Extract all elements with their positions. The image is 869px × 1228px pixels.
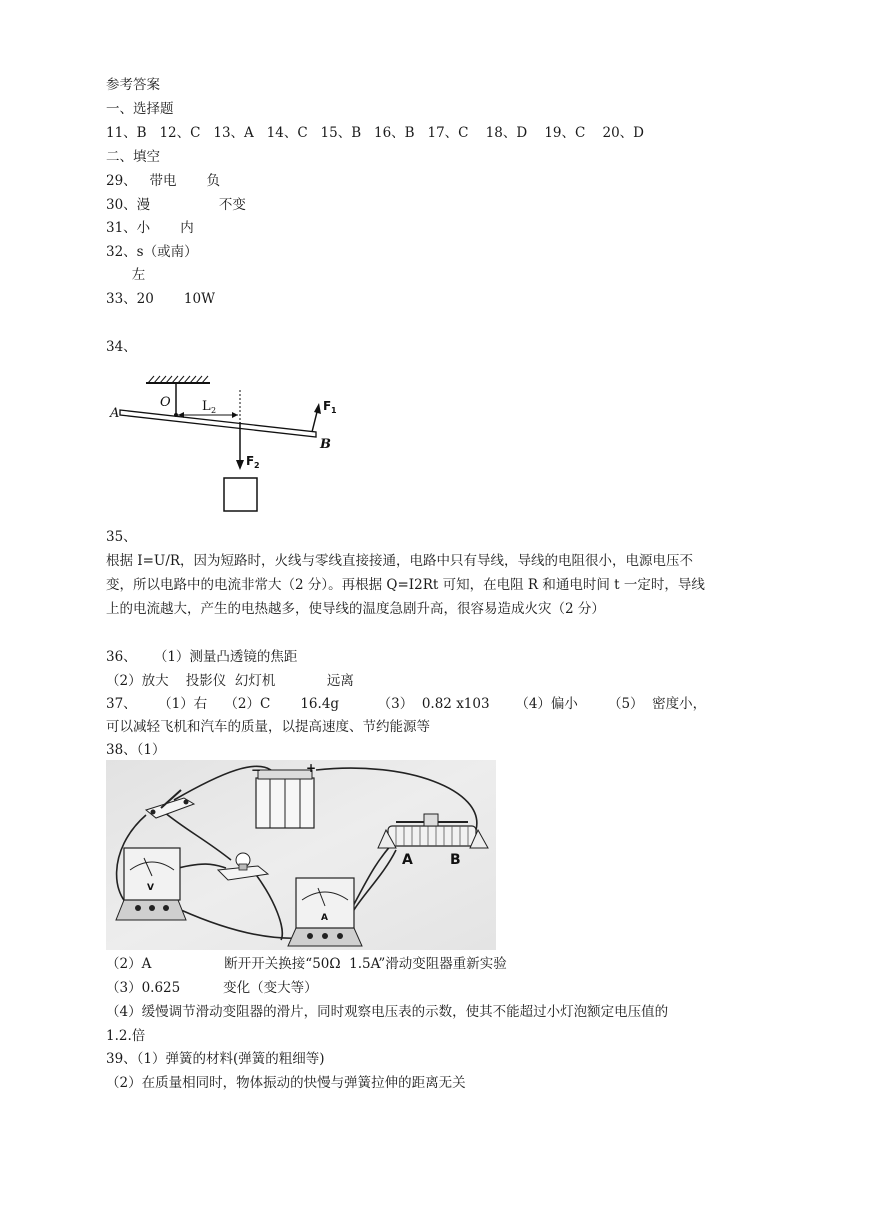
label-f2: F xyxy=(246,454,255,468)
answer-30: 30、漫 不变 xyxy=(106,197,246,213)
label-rheostat-b: B xyxy=(450,852,461,868)
ammeter xyxy=(288,878,362,946)
f1-arrowhead xyxy=(314,403,321,414)
ceiling-hatch xyxy=(148,376,208,383)
answer-38-4-line2: 1.2.倍 xyxy=(106,1028,146,1044)
answer-35-label: 35、 xyxy=(106,529,137,545)
pivot-point xyxy=(174,413,178,417)
label-f2-sub: 2 xyxy=(254,461,260,470)
lever-bar xyxy=(120,410,316,437)
circuit-diagram xyxy=(106,760,496,950)
weight-box xyxy=(224,478,257,511)
answer-39-2: （2）在质量相同时，物体振动的快慢与弹簧拉伸的距离无关 xyxy=(106,1075,466,1091)
label-plus: + xyxy=(306,761,317,775)
answer-31: 31、小 内 xyxy=(106,220,194,236)
answer-38-2: （2）A 断开开关换接“50Ω 1.5A”滑动变阻器重新实验 xyxy=(106,956,507,972)
answer-32-line2: 左 xyxy=(106,267,146,283)
answer-35-line3: 上的电流越大，产生的电热越多，使导线的温度急剧升高，很容易造成火灾（2 分） xyxy=(106,601,605,617)
answer-38-label: 38、（1） xyxy=(106,742,166,758)
answer-33: 33、20 10W xyxy=(106,291,215,307)
choice-answers: 11、B 12、C 13、A 14、C 15、B 16、B 17、C 18、D 19、C 20、D xyxy=(106,125,644,141)
label-rheostat-a: A xyxy=(402,852,413,868)
heading-answers: 参考答案 xyxy=(106,77,160,93)
label-f1: F xyxy=(323,399,332,413)
label-a-meter: A xyxy=(321,913,328,923)
voltmeter xyxy=(116,848,186,920)
answer-35-line1: 根据 I=U/R，因为短路时，火线与零线直接接通，电路中只有导线，导线的电阻很小，电源电压不 xyxy=(106,553,694,569)
answer-32: 32、s（或南） xyxy=(106,244,198,260)
answer-38-3: （3）0.625 变化（变大等） xyxy=(106,980,318,996)
answer-34-label: 34、 xyxy=(106,339,137,355)
label-l2-sub: 2 xyxy=(211,406,217,415)
section-choice-title: 一、选择题 xyxy=(106,101,174,117)
answer-39-1: 39、（1）弹簧的材料(弹簧的粗细等) xyxy=(106,1051,325,1067)
answer-38-4-line1: （4）缓慢调节滑动变阻器的滑片，同时观察电压表的示数，使其不能超过小灯泡额定电压值的 xyxy=(106,1004,669,1020)
label-minus: − xyxy=(251,763,262,777)
answer-35-line2: 变，所以电路中的电流非常大（2 分）。再根据 Q=I2Rt 可知，在电阻 R 和通电时间 t 一定时，导线 xyxy=(106,577,705,593)
f2-arrowhead xyxy=(236,460,244,470)
label-v: V xyxy=(147,883,154,893)
label-a: A xyxy=(110,406,120,421)
label-b: B xyxy=(320,437,331,452)
section-fill-title: 二、填空 xyxy=(106,149,160,165)
answer-36-line1: 36、 （1）测量凸透镜的焦距 xyxy=(106,649,298,665)
answer-36-line2: （2）放大 投影仪 幻灯机 远离 xyxy=(106,673,354,689)
answer-29: 29、 带电 负 xyxy=(106,173,221,189)
answer-37-line2: 可以减轻飞机和汽车的质量，以提高速度、节约能源等 xyxy=(106,719,430,735)
battery-pack xyxy=(251,761,316,828)
lever-diagram xyxy=(108,370,348,515)
answer-37-line1: 37、 （1）右 （2）C 16.4g （3） 0.82 x103 （4）偏小 （5） 密度小， xyxy=(106,696,707,712)
label-f1-sub: 1 xyxy=(331,406,337,415)
label-l2: L xyxy=(202,399,211,414)
label-o: O xyxy=(160,395,171,410)
